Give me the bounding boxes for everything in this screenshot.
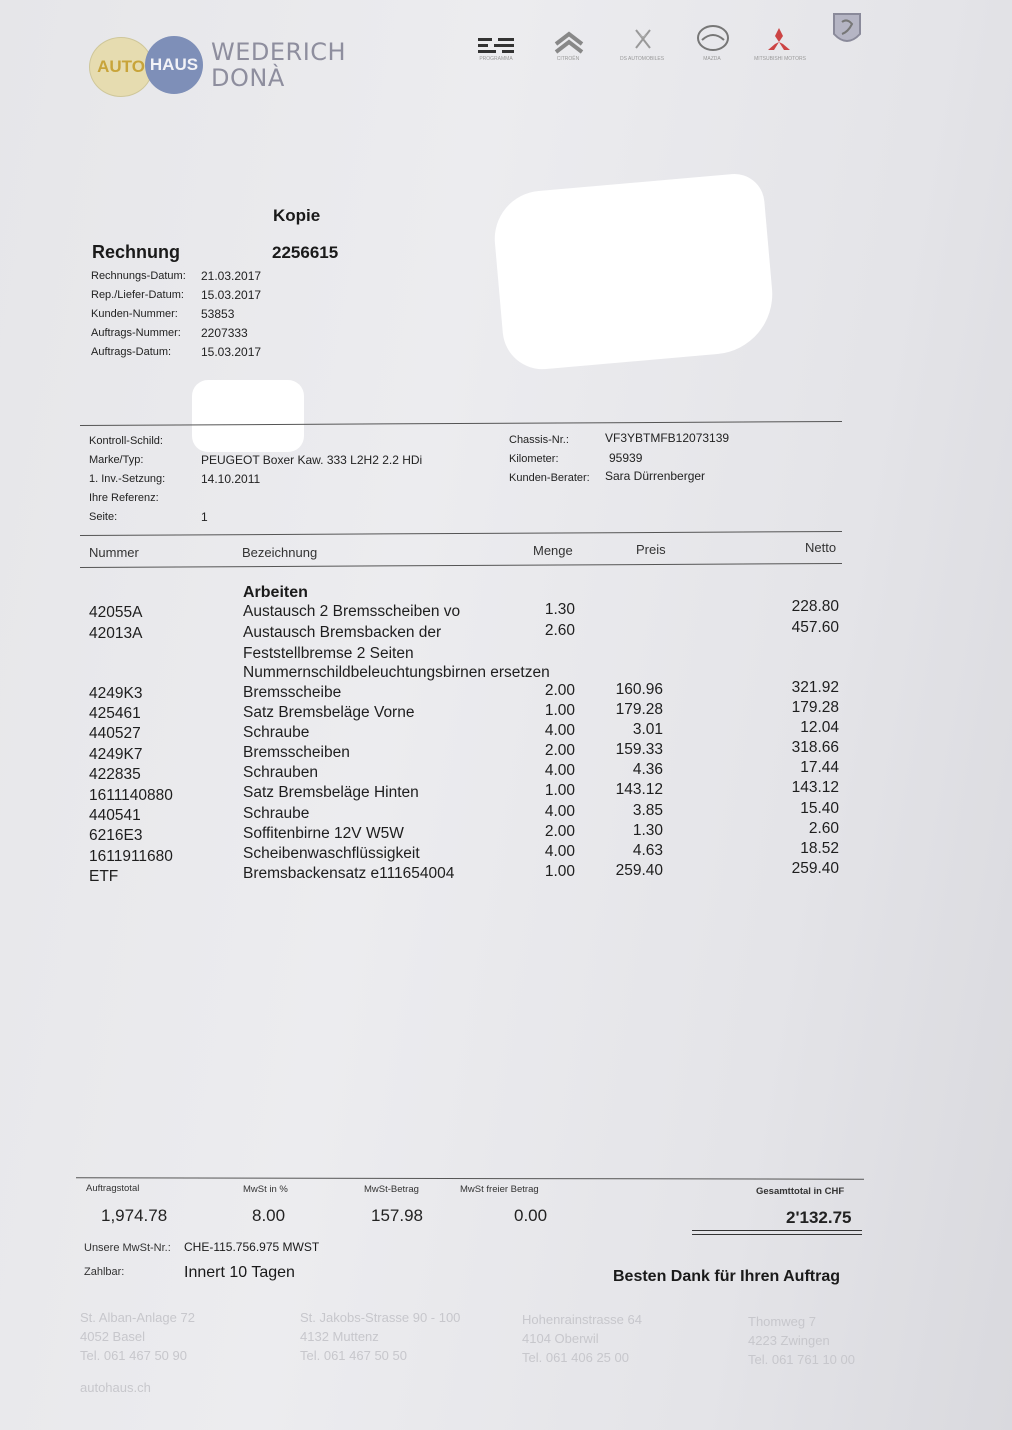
row-nummer: 1611911680 <box>89 848 173 865</box>
address-tel: Tel. 061 467 50 90 <box>80 1348 187 1363</box>
total-label: Auftragstotal <box>86 1183 140 1194</box>
row-netto: 17.44 <box>800 759 839 776</box>
row-nummer: 1611140880 <box>89 787 173 804</box>
row-bezeichnung: Soffitenbirne 12V W5W <box>243 825 404 842</box>
row-netto: 179.28 <box>791 699 839 716</box>
row-bezeichnung: Austausch 2 Bremsscheiben vo <box>243 603 461 620</box>
thanks-message: Besten Dank für Ihren Auftrag <box>613 1268 840 1285</box>
field-label: Auftrags-Nummer: <box>91 327 181 339</box>
row-nummer: 42013A <box>89 625 143 642</box>
col-header-netto: Netto <box>805 540 837 555</box>
vat-rate-label: MwSt in % <box>243 1184 288 1195</box>
row-netto: 2.60 <box>808 820 839 837</box>
row-bezeichnung: Nummernschildbeleuchtungsbirnen ersetzen <box>243 664 550 681</box>
row-netto: 318.66 <box>791 739 839 756</box>
logo-auto-text: AUTO <box>97 57 145 76</box>
logo-name-line2: DONÀ <box>211 64 285 92</box>
field-label: Auftrags-Datum: <box>91 346 172 358</box>
vat-free-value: 0.00 <box>514 1206 548 1225</box>
row-nummer: 440527 <box>89 725 141 742</box>
vehicle-value: Sara Dürrenberger <box>605 469 706 483</box>
vehicle-value: 1 <box>201 510 208 524</box>
row-menge: 1.00 <box>544 702 575 719</box>
row-nummer: ETF <box>89 868 119 885</box>
row-nummer: 440541 <box>89 807 141 824</box>
logo-haus-text: HAUS <box>149 55 199 74</box>
payable-value: Innert 10 Tagen <box>184 1264 295 1281</box>
vat-number-value: CHE-115.756.975 MWST <box>184 1240 320 1254</box>
col-header-preis: Preis <box>636 542 666 557</box>
vat-amount-value: 157.98 <box>371 1206 423 1225</box>
row-menge: 1.00 <box>544 863 575 880</box>
grand-total-value: 2'132.75 <box>786 1208 852 1227</box>
payable-label: Zahlbar: <box>84 1266 125 1278</box>
row-nummer: 4249K3 <box>89 685 143 702</box>
vat-amount-label: MwSt-Betrag <box>364 1184 419 1195</box>
row-bezeichnung: Schraube <box>243 805 310 822</box>
section-heading: Arbeiten <box>243 584 308 601</box>
vehicle-label: 1. Inv.-Setzung: <box>89 473 166 485</box>
address-street: Hohenrainstrasse 64 <box>522 1312 642 1327</box>
brand-caption-1: PROGRAMMA <box>479 56 513 62</box>
logo-name-line1: WEDERICH <box>211 38 347 66</box>
vehicle-label: Seite: <box>89 511 118 523</box>
row-menge: 4.00 <box>544 803 575 820</box>
address-street: St. Alban-Anlage 72 <box>80 1310 195 1325</box>
vehicle-value: PEUGEOT Boxer Kaw. 333 L2H2 2.2 HDi <box>201 453 423 467</box>
row-netto: 259.40 <box>791 860 839 877</box>
field-label: Rechnungs-Datum: <box>91 270 186 282</box>
copy-label: Kopie <box>273 206 321 225</box>
row-preis: 4.63 <box>632 842 663 859</box>
divider <box>80 531 842 536</box>
divider <box>76 1177 864 1179</box>
brand-caption-3: DS AUTOMOBILES <box>619 56 665 62</box>
vat-free-label: MwSt freier Betrag <box>460 1184 539 1195</box>
row-menge: 2.00 <box>544 823 575 840</box>
row-netto: 18.52 <box>800 840 839 857</box>
row-nummer: 4249K7 <box>89 746 143 763</box>
row-preis: 179.28 <box>615 701 663 718</box>
total-value: 1,974.78 <box>101 1206 168 1225</box>
address-city: 4132 Muttenz <box>300 1329 379 1344</box>
brand-caption-5: MITSUBISHI MOTORS <box>754 56 806 62</box>
address-tel: Tel. 061 467 50 50 <box>300 1348 407 1363</box>
row-nummer: 42055A <box>89 604 143 621</box>
field-value: 15.03.2017 <box>201 345 262 359</box>
vehicle-value: VF3YBTMFB12073139 <box>605 431 730 445</box>
row-menge: 2.60 <box>544 622 575 639</box>
vehicle-label: Marke/Typ: <box>89 454 144 466</box>
row-bezeichnung: Scheibenwaschflüssigkeit <box>243 845 420 862</box>
field-label: Kunden-Nummer: <box>91 308 178 320</box>
field-value: 15.03.2017 <box>201 288 262 302</box>
row-menge: 4.00 <box>544 843 575 860</box>
address-tel: Tel. 061 761 10 00 <box>748 1352 855 1367</box>
address-tel: Tel. 061 406 25 00 <box>522 1350 629 1365</box>
website-link[interactable]: autohaus.ch <box>80 1380 151 1395</box>
row-bezeichnung: Bremsscheibe <box>243 684 342 701</box>
vehicle-value: 95939 <box>609 451 643 465</box>
field-value: 2207333 <box>201 326 248 340</box>
row-bezeichnung: Schrauben <box>243 764 318 781</box>
peugeot-icon <box>824 6 870 52</box>
row-bezeichnung: Bremsscheiben <box>243 744 350 761</box>
row-preis: 3.01 <box>632 721 663 738</box>
vehicle-label: Kontroll-Schild: <box>89 435 163 447</box>
logo-haus-circle <box>145 36 203 94</box>
invoice-number: 2256615 <box>272 243 339 262</box>
row-preis: 160.96 <box>615 681 663 698</box>
document-title: Rechnung <box>92 242 180 262</box>
row-menge: 4.00 <box>544 762 575 779</box>
row-netto: 12.04 <box>800 719 839 736</box>
row-menge: 2.00 <box>544 742 575 759</box>
col-header-menge: Menge <box>533 543 573 558</box>
double-underline <box>692 1234 862 1235</box>
row-nummer: 425461 <box>89 705 141 722</box>
row-menge: 1.00 <box>544 782 575 799</box>
redacted-plate <box>192 380 304 452</box>
row-preis: 4.36 <box>632 761 663 778</box>
row-netto: 457.60 <box>791 619 839 636</box>
row-bezeichnung: Feststellbremse 2 Seiten <box>243 645 414 662</box>
row-nummer: 422835 <box>89 766 141 783</box>
row-menge: 1.30 <box>544 601 575 618</box>
vehicle-label: Ihre Referenz: <box>89 492 159 504</box>
brand-caption-4: MAZDA <box>703 56 721 62</box>
address-street: St. Jakobs-Strasse 90 - 100 <box>300 1310 461 1325</box>
field-value: 21.03.2017 <box>201 269 262 283</box>
address-city: 4052 Basel <box>80 1329 146 1344</box>
brand-caption-2: CITROËN <box>556 56 580 62</box>
field-label: Rep./Liefer-Datum: <box>91 289 184 301</box>
address-city: 4104 Oberwil <box>522 1331 599 1346</box>
vat-number-label: Unsere MwSt-Nr.: <box>84 1242 171 1254</box>
row-preis: 1.30 <box>632 822 663 839</box>
row-preis: 259.40 <box>615 862 663 879</box>
divider <box>80 563 842 568</box>
address-street: Thomweg 7 <box>748 1314 816 1329</box>
col-header-bezeichnung: Bezeichnung <box>242 545 318 560</box>
vehicle-label: Kunden-Berater: <box>509 472 590 484</box>
row-menge: 4.00 <box>544 722 575 739</box>
row-netto: 143.12 <box>791 779 839 796</box>
grand-total-label: Gesamttotal in CHF <box>756 1186 845 1197</box>
row-bezeichnung: Schraube <box>243 724 310 741</box>
row-preis: 3.85 <box>632 802 663 819</box>
row-bezeichnung: Satz Bremsbeläge Hinten <box>243 784 419 801</box>
vehicle-value: 14.10.2011 <box>201 472 261 486</box>
vat-rate-value: 8.00 <box>252 1206 286 1225</box>
row-netto: 15.40 <box>800 800 839 817</box>
row-bezeichnung: Satz Bremsbeläge Vorne <box>243 704 415 721</box>
double-underline <box>692 1230 862 1231</box>
row-bezeichnung: Bremsbackensatz e111654004 <box>243 865 455 882</box>
logo-auto-circle <box>89 37 153 97</box>
row-menge: 2.00 <box>544 682 575 699</box>
row-netto: 228.80 <box>791 598 839 615</box>
row-nummer: 6216E3 <box>89 827 143 844</box>
row-preis: 143.12 <box>615 781 663 798</box>
vehicle-label: Chassis-Nr.: <box>509 434 569 446</box>
row-netto: 321.92 <box>791 679 839 696</box>
field-value: 53853 <box>201 307 235 321</box>
redacted-address-block <box>491 171 777 372</box>
address-city: 4223 Zwingen <box>748 1333 830 1348</box>
vehicle-label: Kilometer: <box>509 453 559 465</box>
row-preis: 159.33 <box>615 741 663 758</box>
col-header-nummer: Nummer <box>89 545 139 560</box>
row-bezeichnung: Austausch Bremsbacken der <box>243 624 442 641</box>
